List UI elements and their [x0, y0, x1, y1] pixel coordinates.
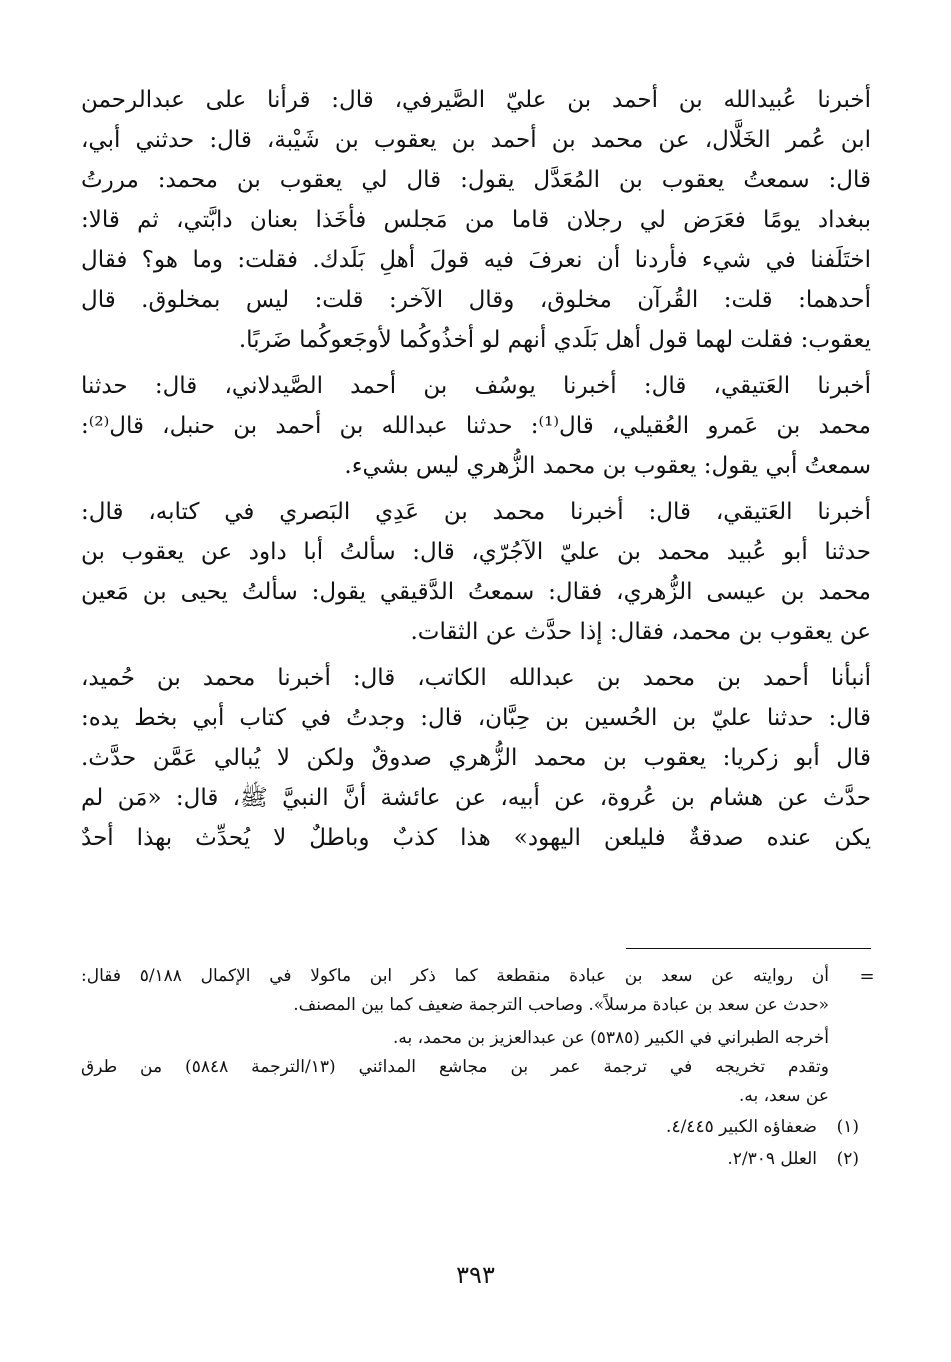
- text-line: يعقوب: فقلت لهما قول أهل بَلَدي أنهم لو أخذُوكُما لأوجَعوكُما ضَربًا.: [238, 327, 871, 353]
- footnote-line: عن سعد، به.: [739, 1086, 829, 1106]
- footnote-2: [81, 1143, 859, 1175]
- page-number: ٣٩٣: [456, 1261, 495, 1289]
- text-line: محمد بن عيسى الزُّهري، فقال: سمعتُ الدَّقيقي يقول: سألتُ يحيى بن مَعين: [81, 579, 871, 605]
- text-line: يكن عنده صدقةٌ فليلعن اليهود» هذا كذبٌ وباطلٌ لا يُحدِّث بهذا أحدٌ: [81, 825, 871, 851]
- text-line: محمد بن عَمرو العُقيلي، قال⁽¹⁾: حدثنا عبدالله بن أحمد بن حنبل، قال⁽²⁾:: [81, 413, 871, 439]
- footnote-line: أخرجه الطبراني في الكبير (٥٣٨٥) عن عبدالعزيز بن محمد، به.: [392, 1028, 829, 1048]
- footnote-line: «حدث عن سعد بن عبادة مرسلاً». وصاحب الترجمة ضعيف كما بين المصنف.: [293, 995, 829, 1015]
- footnote-text: ضعفاؤه الكبير ٤/٤٤٥.: [666, 1117, 817, 1137]
- footnote-continuation: [81, 962, 829, 1111]
- paragraph-4: [81, 658, 871, 858]
- footnote-line: أن روايته عن سعد بن عبادة منقطعة كما ذكر ابن ماكولا في الإكمال ٥/١٨٨ فقال:: [81, 966, 830, 986]
- text-line: أخبرنا العَتيقي، قال: أخبرنا محمد بن عَدِي البَصري في كتابه، قال:: [81, 499, 871, 525]
- text-line: أنبأنا أحمد بن محمد بن عبدالله الكاتب، قال: أخبرنا محمد بن حُميد،: [81, 665, 871, 691]
- text-line: حدثنا أبو عُبيد محمد بن عليّ الآجُرّي، قال: سألتُ أبا داود عن يعقوب بن: [81, 539, 871, 565]
- paragraph-2: [81, 366, 871, 486]
- text-line: أخبرنا العَتيقي، قال: أخبرنا يوسُف بن أحمد الصَّيدلاني، قال: حدثنا: [81, 373, 871, 399]
- footnote-separator: [626, 948, 871, 949]
- paragraph-1: [81, 80, 871, 360]
- text-line: قال: سمعتُ يعقوب بن المُعَدَّل يقول: قال لي يعقوب بن محمد: مررتُ: [81, 167, 871, 193]
- footnote-1: [81, 1111, 859, 1143]
- text-line: اختَلَفنا في شيء فأردنا أن نعرفَ فيه قولَ أهلِ بَلَدك. فقلت: وما هو؟ فقال: [81, 247, 871, 273]
- text-line: قال أبو زكريا: يعقوب بن محمد الزُّهري صدوقٌ ولكن لا يُبالي عَمَّن حدَّث.: [81, 745, 871, 771]
- text-line: أخبرنا عُبيدالله بن أحمد بن عليّ الصَّيرفي، قال: قرأنا على عبدالرحمن: [81, 87, 871, 113]
- paragraph-3: [81, 492, 871, 652]
- text-line: عن يعقوب بن محمد، فقال: إذا حدَّث عن الثقات.: [410, 619, 871, 645]
- text-line: قال: حدثنا عليّ بن الحُسين بن حِبَّان، قال: وجدتُ في كتاب أبي بخط يده:: [81, 705, 871, 731]
- text-line: أحدهما: قلت: القُرآن مخلوق، وقال الآخر: قلت: ليس بمخلوق. قال: [81, 287, 871, 313]
- main-text: [81, 80, 871, 858]
- continuation-marker: =: [859, 966, 875, 987]
- footnote-number: (١): [836, 1117, 859, 1137]
- text-line: ابن عُمر الخَلَّال، عن محمد بن أحمد بن يعقوب بن شَيْبة، قال: حدثني أبي،: [81, 127, 871, 153]
- text-line: سمعتُ أبي يقول: يعقوب بن محمد الزُّهري ليس بشيء.: [344, 453, 871, 479]
- text-line: حدَّث عن هشام بن عُروة، عن أبيه، عن عائشة أنَّ النبيَّ ﷺ، قال: «مَن لم: [81, 785, 871, 811]
- footnotes: [81, 962, 875, 1175]
- footnote-number: (٢): [836, 1149, 859, 1169]
- footnote-line: وتقدم تخريجه في ترجمة عمر بن مجاشع المدائني (١٣/الترجمة ٥٨٤٨) من طرق: [81, 1057, 829, 1077]
- footnote-text: العلل ٢/٣٠٩.: [727, 1149, 817, 1169]
- text-line: ببغداد يومًا فعَرَض لي رجلان قاما من مَجلس فأخَذا بعنان دابَّتي، ثم قالا:: [81, 207, 871, 233]
